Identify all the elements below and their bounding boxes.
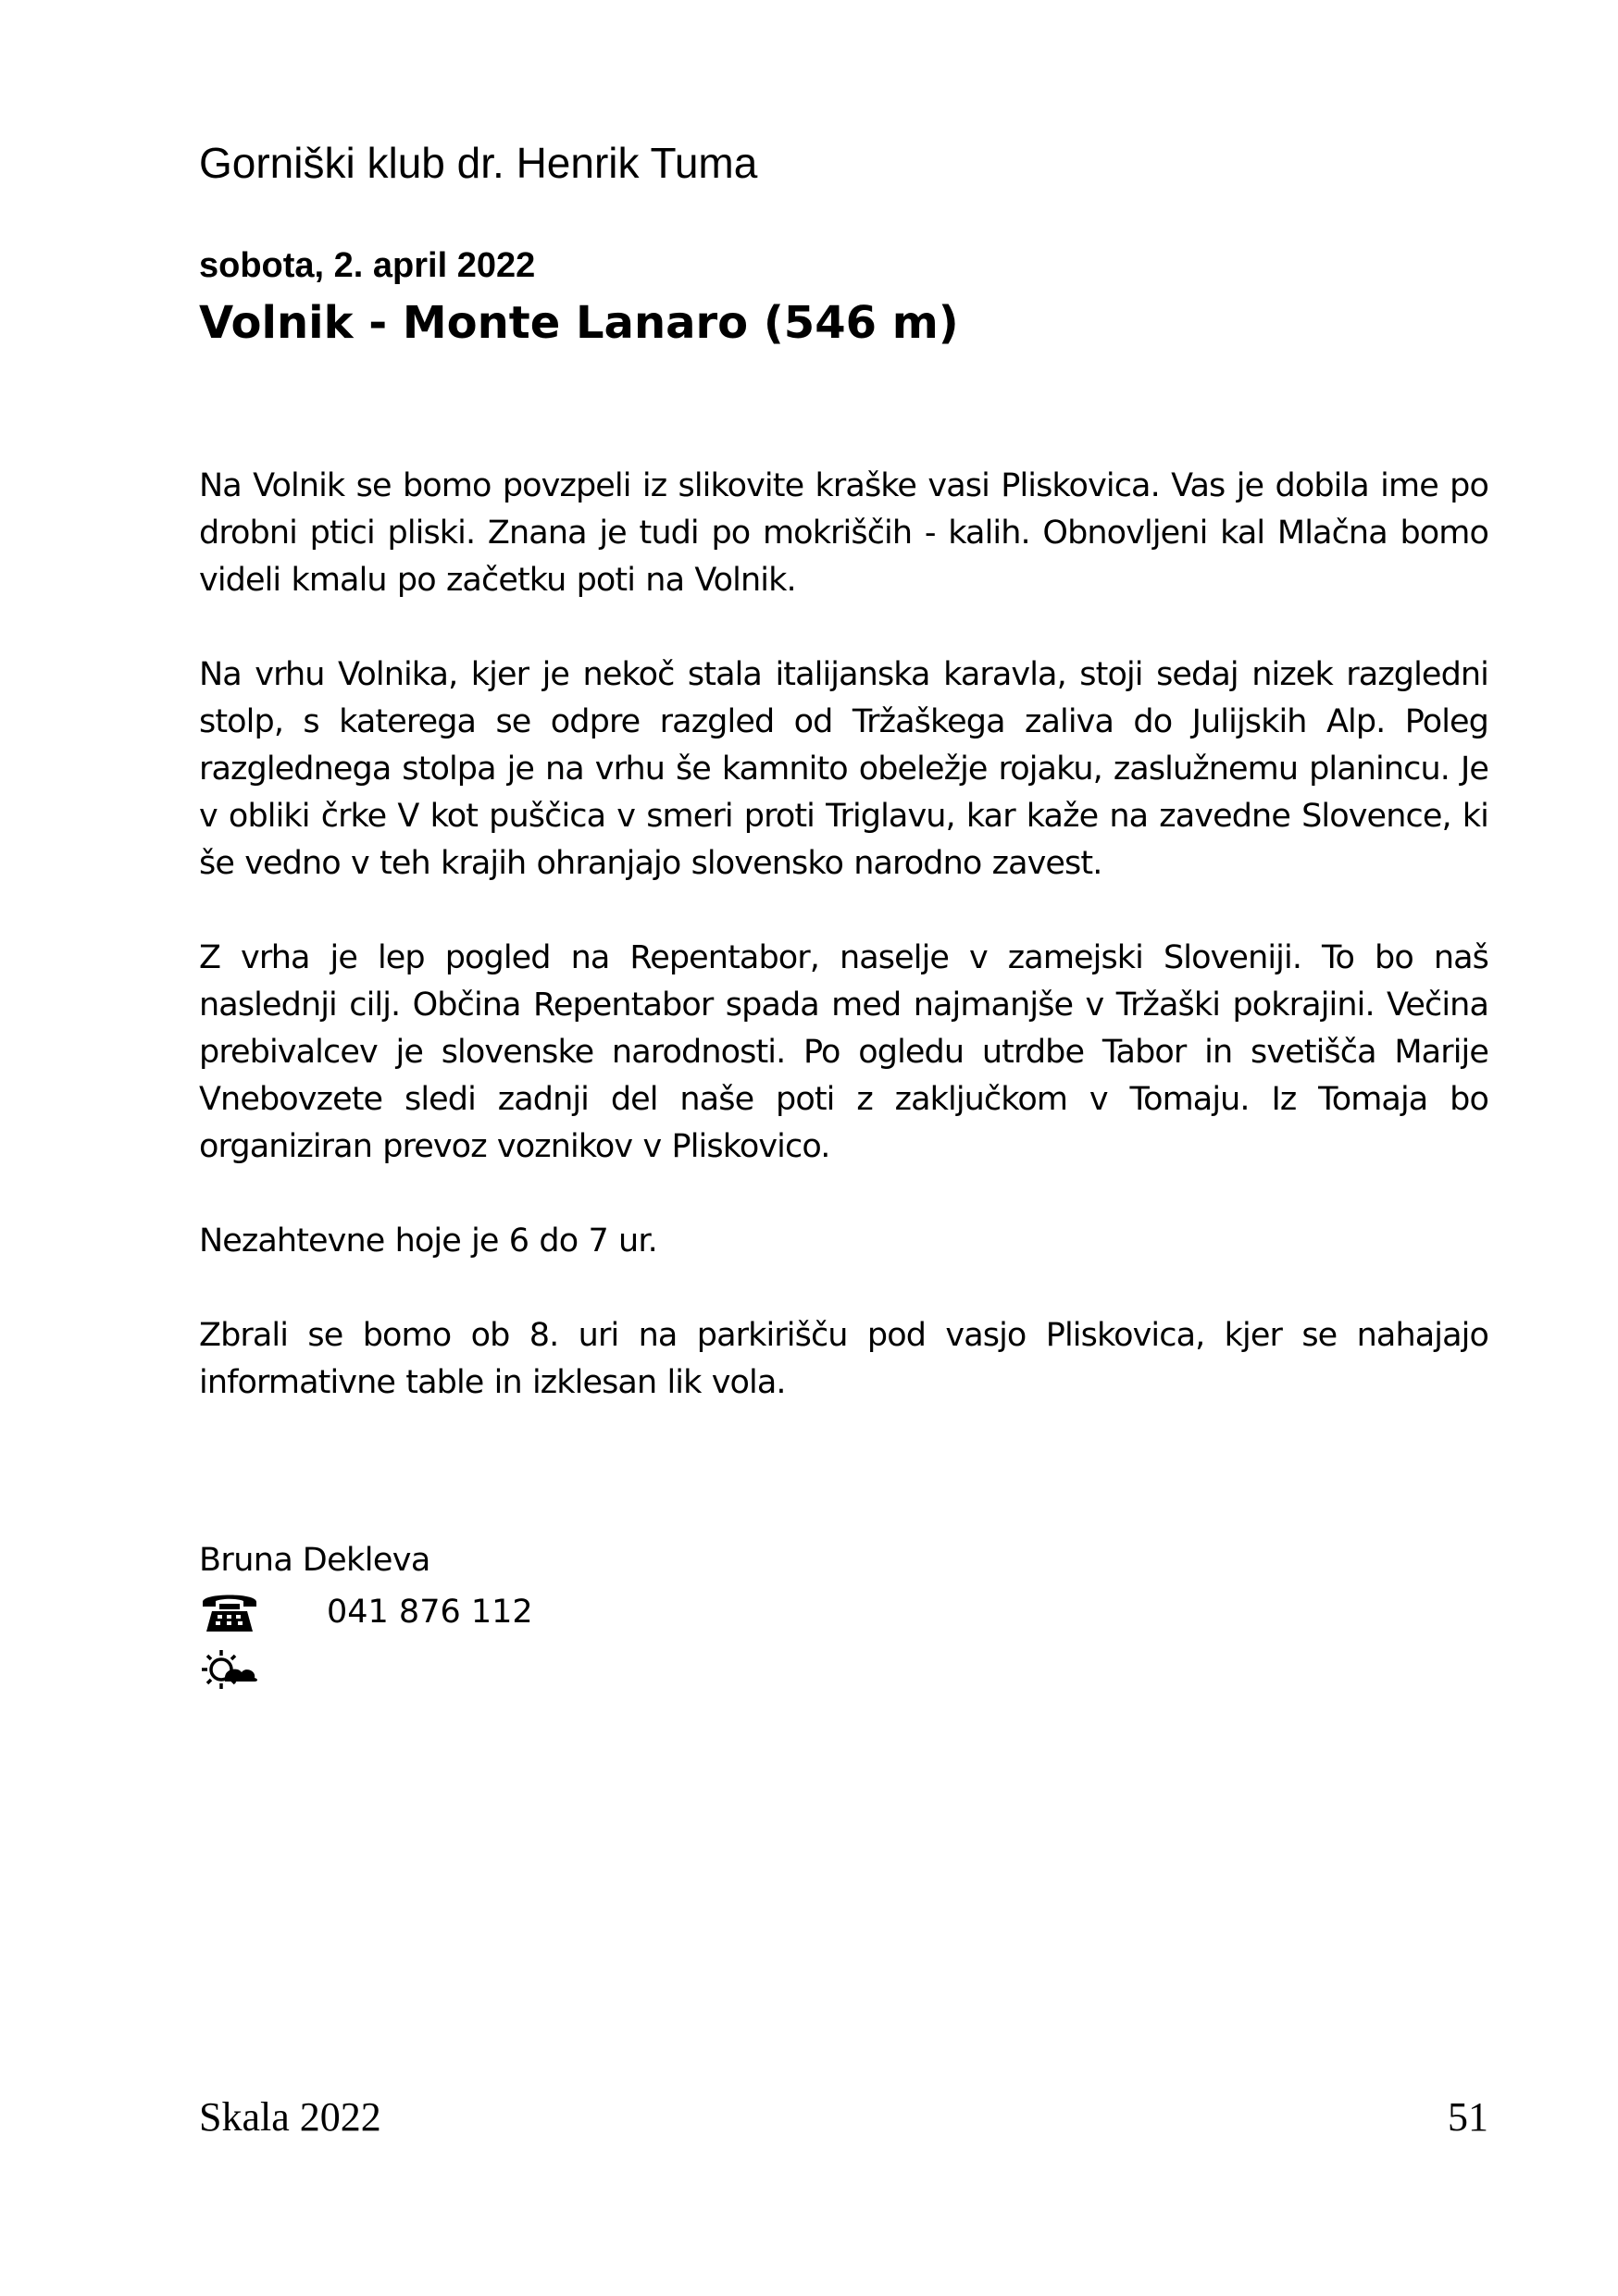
publication-name: Skala 2022 [199,2094,381,2140]
sun-cloud-icon [199,1644,260,1691]
event-date: sobota, 2. april 2022 [199,246,536,285]
event-title: Volnik - Monte Lanaro (546 m) [199,297,959,349]
paragraph: Zbrali se bomo ob 8. uri na parkirišču pod vasjo Pliskovica, kjer se nahajajo informativne table in izklesan lik vola. [199,1317,1488,1401]
paragraph: Z vrha je lep pogled na Repentabor, naselje v zamejski Sloveniji. To bo naš naslednji cilj. Občina Repentabor spada med najmanjše v Tržaški pokrajini. Večina prebivalcev je slovenske narodnosti. Po ogledu utrdbe Tabor in svetišča Marije Vnebovzete sledi zadnji del naše poti z zaključkom v Tomaju. Iz Tomaja bo organiziran prevoz voznikov v Pliskovico. [199,939,1488,1165]
club-name: Gorniški klub dr. Henrik Tuma [199,139,758,187]
page-number: 51 [1448,2094,1488,2140]
paragraph: Nezahtevne hoje je 6 do 7 ur. [199,1222,657,1260]
event-description [199,463,1488,1407]
contact-name: Bruna Dekleva [199,1542,430,1579]
paragraph: Na vrhu Volnika, kjer je nekoč stala italijanska karavla, stoji sedaj nizek razgledni stolp, s katerega se odpre razgled od Tržaškega zaliva do Julijskih Alp. Poleg razglednega stolpa je na vrhu še kamnito obeležje rojaku, zaslužnemu planincu. Je v obliki črke V kot puščica v smeri proti Triglavu, kar kaže na zavedne Slovence, ki še vedno v teh krajih ohranjajo slovensko narodno zavest. [199,656,1488,882]
contact-block [199,1536,533,1695]
weather-row [199,1640,533,1695]
telephone-icon [199,1589,260,1635]
phone-number: 041 876 112 [327,1594,533,1631]
phone-row [199,1584,533,1640]
paragraph: Na Volnik se bomo povzpeli iz slikovite kraške vasi Pliskovica. Vas je dobila ime po drobni ptici pliski. Znana je tudi po mokriščih - kalih. Obnovljeni kal Mlačna bomo videli kmalu po začetku poti na Volnik. [199,467,1488,599]
